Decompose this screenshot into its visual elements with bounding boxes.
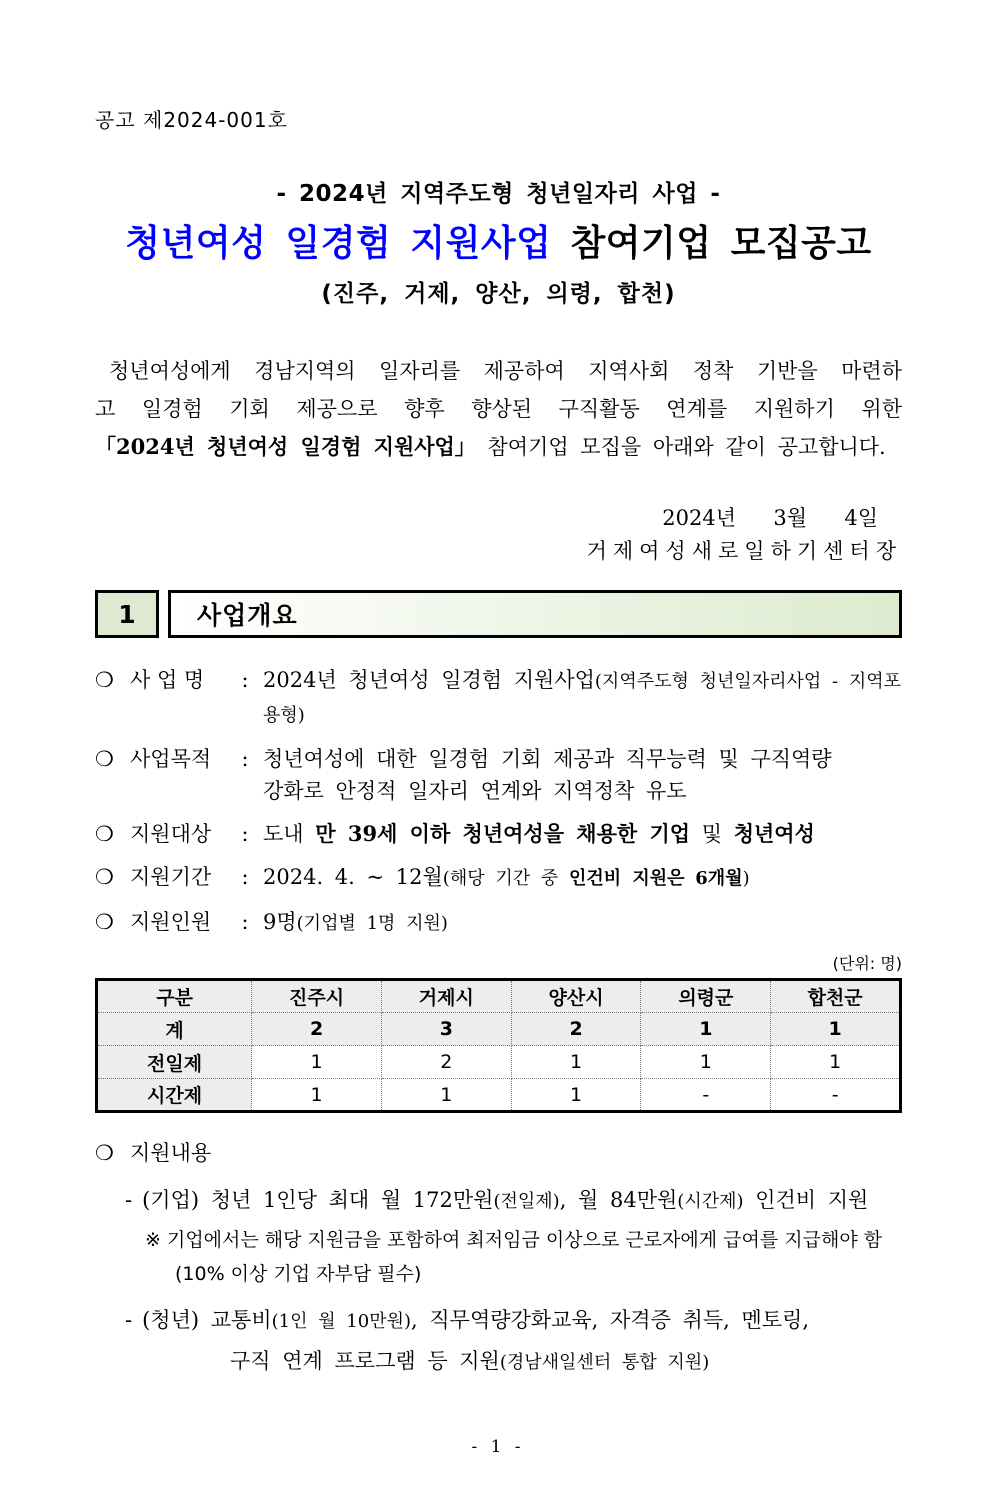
period-paren-close: ) [742,868,750,889]
item-separator: : [241,910,249,934]
item-label: 사업목적 [130,747,212,771]
business-name-text: 2024년 청년여성 일경험 지원사업 [263,668,595,692]
item-label: 사 업 명 [130,668,205,692]
table-cell: 2 [252,1013,382,1046]
item-label: 지원기간 [130,865,212,889]
item-separator: : [241,822,249,846]
program-subtitle: - 2024년 지역주도형 청년일자리 사업 - [276,181,721,207]
intro-line-3-rest: 참여기업 모집을 아래와 같이 공고합니다. [475,435,886,459]
table-row-fulltime [97,1046,901,1079]
period-paren-space [685,868,696,889]
item-label: 지원대상 [130,822,212,846]
company-note-1: ※ 기업에서는 해당 지원금을 포함하여 최저임금 이상으로 근로자에게 급여를 지급해야 함 [145,1229,883,1251]
table-row-parttime [97,1079,901,1112]
company-small-2: (시간제) [677,1191,744,1212]
circle-bullet-icon: ❍ [95,865,114,889]
item-separator: : [241,747,249,771]
table-header-cell: 의령군 [641,980,771,1013]
purpose-line-1: 청년여성에 대한 일경험 기회 제공과 직무능력 및 구직역량 [263,747,832,771]
support-heading [95,1137,902,1169]
quota-table [95,978,902,1113]
table-header-cell: 합천군 [771,980,901,1013]
youth-small-1: (1인 월 10만원) [271,1311,412,1332]
period-paren-bold-1: 인건비 지원은 [568,868,685,889]
circle-bullet-icon: ❍ [95,822,114,846]
support-section [95,1137,902,1379]
headcount-small: (기업별 1명 지원) [296,913,448,934]
page-number: - 1 - [471,1437,521,1457]
section1-title-box: 사업개요 [168,590,902,638]
support-youth-line-2 [230,1345,902,1379]
table-cell: 1 [381,1079,511,1112]
date-block [95,502,902,568]
table-header-cell: 진주시 [252,980,382,1013]
table-header-cell: 양산시 [511,980,641,1013]
item-value [263,906,902,940]
intro-line-2: 고 일경험 기회 제공으로 향후 향상된 구직활동 연계를 지원하기 위한 [95,397,902,421]
item-value [263,818,902,850]
target-pre: 도내 [263,822,316,846]
support-youth-line [125,1304,902,1338]
company-pre: (기업) 청년 1인당 최대 월 172만원 [142,1188,494,1212]
target-bold-1: 만 39세 이하 청년여성을 채용한 기업 [315,821,691,846]
table-row-total [97,1013,901,1046]
doc-number: 공고 제2024-001호 [95,108,288,132]
regions-line: (진주, 거제, 양산, 의령, 합천) [321,281,676,307]
row-label: 계 [97,1013,252,1046]
page-title [95,215,902,266]
company-small-1: (전일제) [493,1191,560,1212]
table-cell: - [771,1079,901,1112]
table-header-cell: 거제시 [381,980,511,1013]
announcement-date: 2024년 3월 4일 [662,506,878,530]
table-cell: 2 [511,1013,641,1046]
overview-item-business-name [95,664,902,732]
intro-line-3 [95,428,902,466]
company-post: 인건비 지원 [743,1188,869,1212]
item-value [263,664,902,732]
intro-line-3-bold: 「2024년 청년여성 일경험 지원사업」 [95,434,476,459]
support-label: 지원내용 [130,1141,212,1165]
table-cell: 1 [641,1046,771,1079]
period-paren [443,868,750,889]
circle-bullet-icon: ❍ [95,910,114,934]
table-cell: 2 [381,1046,511,1079]
overview-item-headcount [95,906,902,940]
table-cell: 1 [511,1046,641,1079]
business-name-small: (지역주도형 청년일자리사업 - 지역포용형) [263,671,901,726]
period-paren-bold-2: 6개월 [695,868,743,889]
table-header-cell: 구분 [97,980,252,1013]
youth-rest: , 직무역량강화교육, 자격증 취득, 멘토링, [411,1308,809,1332]
item-value [263,861,902,895]
youth-line2-text: 구직 연계 프로그램 등 지원 [230,1349,500,1373]
support-company-line [125,1184,902,1218]
headcount-text: 9명 [263,910,297,934]
overview-item-target [95,818,902,850]
period-paren-open: (해당 기간 중 [442,868,569,889]
section1-header [95,590,902,638]
circle-bullet-icon: ❍ [95,1141,114,1165]
title-block [95,175,902,308]
target-mid: 및 [690,822,734,846]
row-label: 전일제 [97,1046,252,1079]
company-mid: , 월 84만원 [559,1188,678,1212]
page-title-highlight: 청년여성 일경험 지원사업 [125,223,552,264]
table-header-row [97,980,901,1013]
dash-bullet: - [125,1188,133,1212]
purpose-line-2: 강화로 안정적 일자리 연계와 지역정착 유도 [263,779,687,803]
youth-small-2: (경남새일센터 통합 지원) [499,1352,710,1373]
overview-list [95,664,902,940]
item-separator: : [241,668,249,692]
table-cell: 1 [252,1079,382,1112]
table-cell: 1 [511,1079,641,1112]
table-cell: 3 [381,1013,511,1046]
page-title-rest: 참여기업 모집공고 [551,223,872,264]
table-cell: 1 [771,1046,901,1079]
item-separator: : [241,865,249,889]
table-cell: 1 [641,1013,771,1046]
table-cell: 1 [252,1046,382,1079]
overview-item-period [95,861,902,895]
target-bold-2: 청년여성 [733,821,815,846]
item-value [263,743,902,807]
table-cell: - [641,1079,771,1112]
table-cell: 1 [771,1013,901,1046]
intro-paragraph [95,352,902,466]
company-note-2: (10% 이상 기업 자부담 필수) [175,1263,422,1285]
circle-bullet-icon: ❍ [95,668,114,692]
table-unit-note: (단위: 명) [832,954,902,973]
intro-line-1: 청년여성에게 경남지역의 일자리를 제공하여 지역사회 정착 기반을 마련하 [109,359,902,383]
section1-number-box: 1 [95,590,159,638]
overview-item-purpose [95,743,902,807]
row-label: 시간제 [97,1079,252,1112]
item-label: 지원인원 [130,910,212,934]
document-page [0,104,992,1379]
circle-bullet-icon: ❍ [95,747,114,771]
youth-pre: (청년) 교통비 [142,1308,272,1332]
period-text: 2024. 4. ~ 12월 [263,865,443,889]
dash-bullet: - [125,1308,133,1332]
signer-title: 거제여성새로일하기센터장 [586,539,902,563]
